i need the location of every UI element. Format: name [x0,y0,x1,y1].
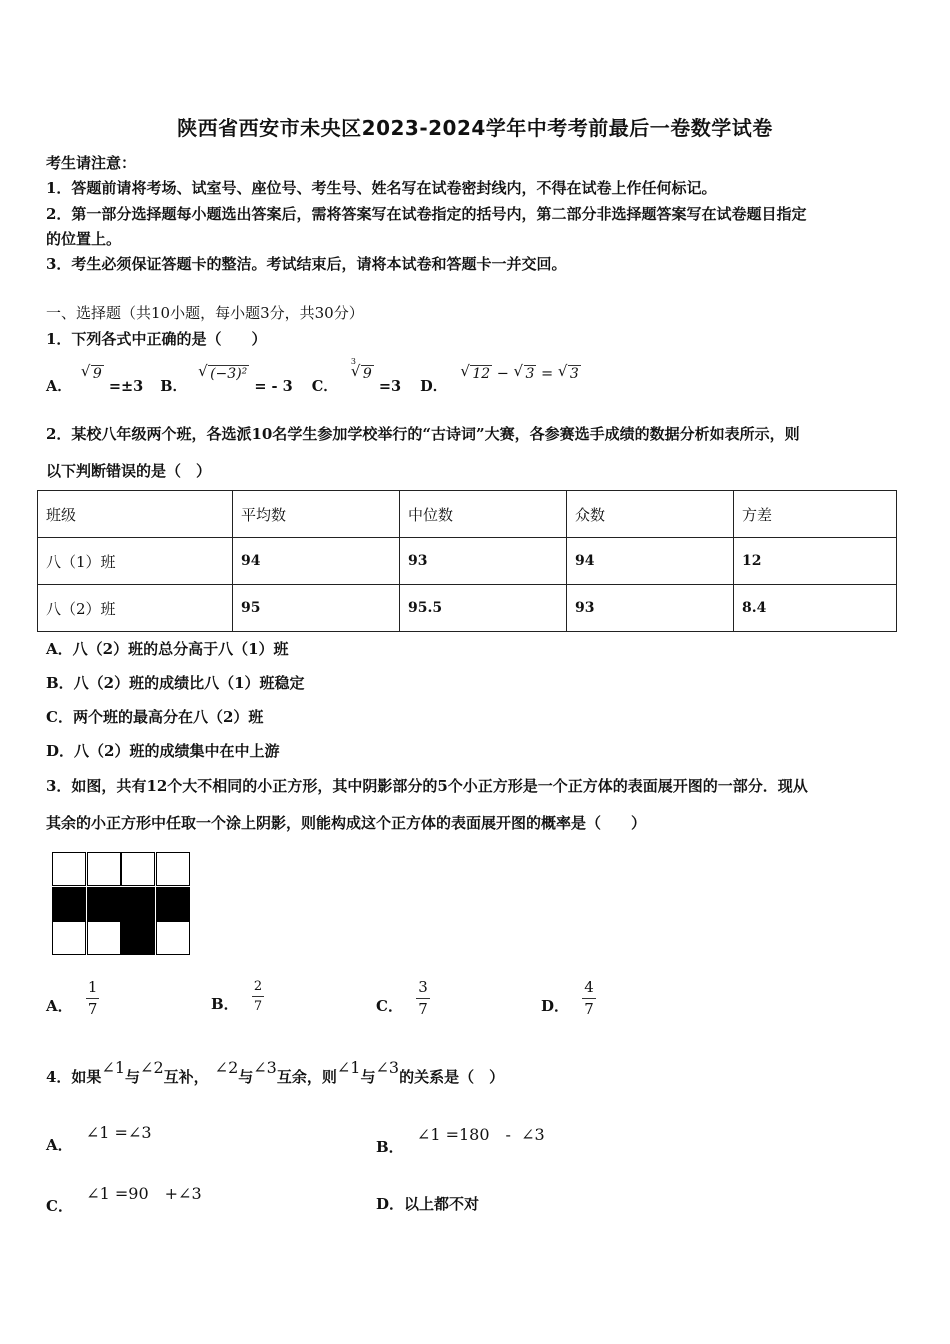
table-row [38,585,897,632]
notice-item-1: 1．答题前请将考场、试室号、座位号、考生号、姓名写在试卷密封线内，不得在试卷上作任何标记。 [46,179,717,197]
q3-c-fraction [416,980,430,1017]
table-header-cell: 方差 [734,491,897,538]
fraction-numerator: 2 [252,980,264,997]
table-cell: 八（1）班 [38,538,233,585]
q4-text: 与 [360,1068,376,1086]
empty-square [121,852,155,886]
q1-c-radical [350,357,374,382]
q1-d-radical-2: √ 3 [524,365,537,382]
q2-option-c: C．两个班的最高分在八（2）班 [46,708,264,726]
q1-c-label: C． [311,378,338,395]
q4-angle: ∠3 [375,1058,400,1077]
q4-a-label: A． [46,1136,73,1154]
q4-text: 的关系是（ ） [399,1068,505,1086]
q4-d-label: D． [376,1195,405,1213]
notice-item-2: 2．第一部分选择题每小题选出答案后，需将答案写在试卷指定的括号内，第二部分非选择题答案写在试卷题目指定 [46,205,807,223]
q4-text: 4．如果 [46,1068,102,1086]
q1-stem: 1．下列各式中正确的是（ ） [46,330,267,348]
q2-stem-cont: 以下判断错误的是（ ） [46,462,212,480]
q3-option-c [376,980,430,1017]
q4-angle: ∠1 [336,1058,361,1077]
shaded-square [121,887,155,921]
q1-options [46,357,581,395]
q4-text: 互余，则 [276,1068,337,1086]
q2-option-d: D．八（2）班的成绩集中在中上游 [46,742,280,760]
q3-b-fraction [252,980,264,1013]
q1-b-label: B． [160,378,188,395]
q4-option-b [376,1122,545,1156]
q3-stem: 3．如图，共有12个大不相同的小正方形，其中阴影部分的5个小正方形是一个正方体的表面展开图的一部分．现从 [46,777,808,795]
table-cell: 94 [567,538,734,585]
table-row [38,538,897,585]
shaded-square [87,887,121,921]
q1-c-radicand: 9 [362,366,372,382]
table-header-cell: 中位数 [400,491,567,538]
table-header-cell: 众数 [567,491,734,538]
empty-square [52,921,86,955]
fraction-denominator: 7 [584,1000,594,1018]
q4-b-expression: ∠1 =180 - ∠3 [416,1125,545,1144]
empty-square [156,921,190,955]
q3-stem-cont: 其余的小正方形中任取一个涂上阴影，则能构成这个正方体的表面展开图的概率是（ ） [46,814,647,832]
table-cell: 95 [233,585,400,632]
table-cell: 95.5 [400,585,567,632]
q4-angle: ∠2 [214,1058,239,1077]
table-header-cell: 班级 [38,491,233,538]
shaded-square [52,887,86,921]
q1-d-radical-3: √ 3 [568,365,581,382]
q4-d-text: 以上都不对 [404,1195,480,1213]
table-cell: 八（2）班 [38,585,233,632]
shaded-square [121,921,155,955]
q4-option-c [46,1181,202,1215]
q4-text: 互补， [163,1068,209,1086]
empty-square [156,852,190,886]
table-cell: 12 [734,538,897,585]
q3-a-fraction [86,980,100,1017]
q3-b-label: B． [211,994,239,1013]
empty-square [52,852,86,886]
table-header-cell: 平均数 [233,491,400,538]
q3-d-label: D． [541,996,570,1015]
q4-c-label: C． [46,1197,73,1215]
q1-a-rest: =±3 [108,378,144,395]
q3-square-grid-figure [52,852,192,957]
q3-option-b [211,980,264,1013]
q2-option-a: A．八（2）班的总分高于八（1）班 [46,640,289,658]
q3-c-label: C． [376,996,403,1015]
fraction-denominator: 7 [418,1000,428,1018]
q4-text: 与 [238,1068,254,1086]
page-title: 陕西省西安市未央区2023-2024学年中考考前最后一卷数学试卷 [177,116,773,140]
notice-item-2-cont: 的位置上。 [46,230,122,248]
notice-item-3: 3．考生必须保证答题卡的整洁。考试结束后，请将本试卷和答题卡一并交回。 [46,255,567,273]
fraction-numerator: 4 [582,980,596,999]
q3-d-fraction [582,980,596,1017]
shaded-square [156,887,190,921]
q4-option-a [46,1122,152,1154]
q3-option-d [541,980,596,1017]
table-cell: 94 [233,538,400,585]
table-header-row [38,491,897,538]
fraction-denominator: 7 [253,999,263,1014]
q1-c-rest: =3 [378,378,402,395]
notice-heading: 考生请注意： [46,154,137,172]
q4-b-label: B． [376,1138,404,1156]
q4-text: 与 [125,1068,141,1086]
q2-option-b: B．八（2）班的成绩比八（1）班稳定 [46,674,305,692]
fraction-denominator: 7 [87,1000,98,1018]
table-cell: 8.4 [734,585,897,632]
q1-c-index: √ 3 [350,357,356,366]
q1-d-equals: = [536,366,558,382]
q3-a-label: A． [46,996,73,1015]
q2-data-table [37,490,897,632]
q1-b-radical: √ (−3)² [208,365,249,382]
q1-a-radical: √ 9 [91,365,104,382]
q3-option-a [46,980,99,1017]
q4-angle: ∠2 [140,1058,164,1077]
q1-a-label: A． [46,378,72,395]
q4-c-expression: ∠1 =90 +∠3 [86,1184,202,1203]
empty-square [87,921,121,955]
empty-square [87,852,121,886]
q1-d-radical-1: √ 12 [470,365,492,382]
table-cell: 93 [400,538,567,585]
section-heading: 一、选择题（共10小题，每小题3分，共30分） [46,304,364,322]
q1-d-label: D． [420,378,448,395]
q1-b-rest: = - 3 [254,378,293,395]
q4-option-d [376,1193,479,1214]
q4-a-expression: ∠1 =∠3 [85,1123,152,1142]
q1-d-minus: − [492,366,514,382]
fraction-numerator: 3 [416,980,430,999]
q4-angle: ∠3 [253,1058,277,1077]
q4-angle: ∠1 [101,1058,126,1077]
q4-stem [46,1058,505,1087]
fraction-numerator: 1 [86,980,100,999]
q2-stem: 2．某校八年级两个班，各选派10名学生参加学校举行的“古诗词”大赛，各参赛选手成绩的数据分析如表所示，则 [46,425,800,443]
table-cell: 93 [567,585,734,632]
